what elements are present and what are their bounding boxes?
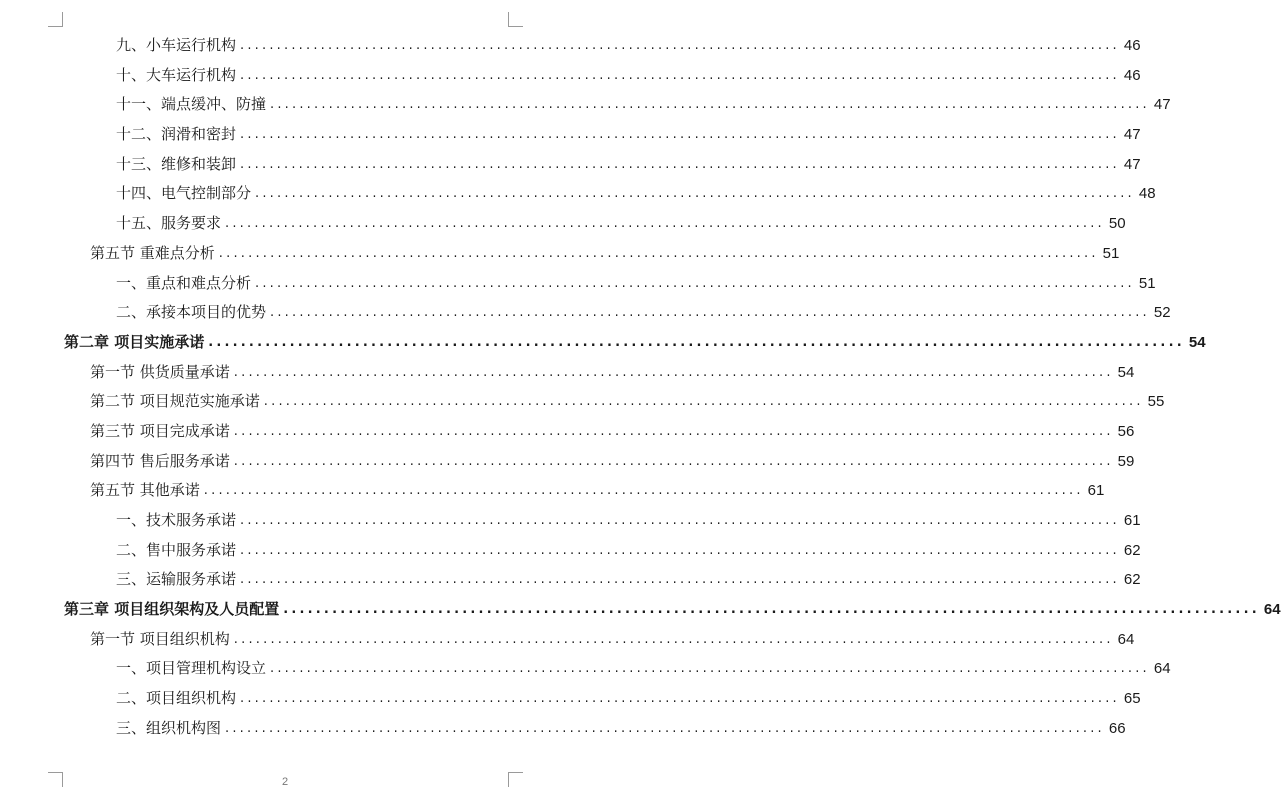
toc-entry[interactable] <box>0 298 1171 328</box>
toc-entry-page-number: 54 <box>1188 333 1206 351</box>
toc-entry-page-number: 61 <box>1123 512 1141 529</box>
toc-dot-leader: ........................................................................................................................ <box>240 572 1120 588</box>
toc-entry-title: 一、重点和难点分析 <box>116 273 252 292</box>
toc-dot-leader: ........................................................................................................................ <box>263 394 1144 410</box>
toc-entry-title: 第一节 供货质量承诺 <box>90 362 230 381</box>
toc-entry-title: 二、售中服务承诺 <box>116 540 237 559</box>
toc-dot-leader: ........................................................................................................................ <box>283 602 1260 618</box>
toc-dot-leader: ........................................................................................................................ <box>233 423 1114 439</box>
toc-dot-leader: ........................................................................................................................ <box>233 631 1114 647</box>
toc-entry[interactable] <box>0 358 1135 388</box>
toc-entry-page-number: 64 <box>1263 601 1281 619</box>
toc-entry-title: 十、大车运行机构 <box>116 65 237 84</box>
toc-entry[interactable] <box>0 625 1135 655</box>
toc-entry-page-number: 62 <box>1123 541 1141 559</box>
toc-entry-title: 十三、维修和装卸 <box>116 154 237 173</box>
toc-entry[interactable] <box>0 417 1135 447</box>
toc-entry-title: 十五、服务要求 <box>116 214 222 233</box>
toc-entry-page-number: 47 <box>1123 126 1141 144</box>
toc-dot-leader: ........................................................................................................................ <box>240 156 1120 172</box>
toc-entry-title: 第三节 项目完成承诺 <box>90 421 230 440</box>
toc-entry[interactable] <box>0 684 1141 714</box>
toc-dot-leader: ........................................................................................................................ <box>270 661 1150 677</box>
toc-entry-title: 第二章 项目实施承诺 <box>64 332 205 351</box>
toc-entry[interactable] <box>0 654 1171 684</box>
toc-entry-page-number: 65 <box>1123 690 1141 708</box>
toc-entry-page-number: 56 <box>1117 422 1135 440</box>
toc-entry[interactable] <box>0 387 1165 417</box>
toc-entry[interactable] <box>0 90 1171 120</box>
toc-entry-title: 第五节 其他承诺 <box>90 481 200 500</box>
toc-entry-page-number: 50 <box>1108 215 1126 233</box>
toc-entry-title: 第三章 项目组织架构及人员配置 <box>64 600 280 619</box>
toc-entry-title: 二、项目组织机构 <box>116 689 237 708</box>
top-left-corner-mark <box>48 12 63 27</box>
toc-entry-page-number: 46 <box>1123 37 1141 54</box>
toc-entry[interactable] <box>0 328 1206 358</box>
toc-entry-title: 二、承接本项目的优势 <box>116 303 267 322</box>
toc-entry-title: 第四节 售后服务承诺 <box>90 451 230 470</box>
toc-entry-title: 十二、润滑和密封 <box>116 125 237 144</box>
toc-entry[interactable] <box>0 506 1141 536</box>
toc-entry[interactable] <box>0 209 1126 239</box>
toc-entry-page-number: 51 <box>1138 274 1156 292</box>
toc-entry-page-number: 62 <box>1123 571 1141 589</box>
toc-dot-leader: ........................................................................................................................ <box>240 513 1120 528</box>
toc-dot-leader: ........................................................................................................................ <box>270 305 1150 321</box>
toc-entry[interactable] <box>0 179 1156 209</box>
toc-entry[interactable] <box>0 565 1141 595</box>
toc-dot-leader: ........................................................................................................................ <box>240 542 1120 558</box>
toc-dot-leader: ........................................................................................................................ <box>240 67 1120 83</box>
toc-entry-page-number: 47 <box>1123 155 1141 173</box>
toc-entry-page-number: 59 <box>1117 452 1135 470</box>
toc-entry[interactable] <box>0 476 1105 506</box>
toc-entry-page-number: 52 <box>1153 304 1171 322</box>
toc-dot-leader: ........................................................................................................................ <box>240 38 1120 53</box>
toc-entry-page-number: 51 <box>1102 244 1120 262</box>
toc-entry-title: 第一节 项目组织机构 <box>90 629 230 648</box>
toc-entry[interactable] <box>0 120 1141 150</box>
toc-entry[interactable] <box>0 61 1141 91</box>
toc-entry[interactable] <box>0 714 1126 744</box>
toc-entry-title: 第二节 项目规范实施承诺 <box>90 392 260 411</box>
table-of-contents <box>0 31 1281 744</box>
toc-dot-leader: ........................................................................................................................ <box>218 245 1099 261</box>
toc-entry-title: 十四、电气控制部分 <box>116 184 252 203</box>
toc-entry-title: 三、运输服务承诺 <box>116 570 237 589</box>
footer-page-number: 2 <box>281 776 289 788</box>
toc-entry-page-number: 66 <box>1108 719 1126 737</box>
toc-entry[interactable] <box>0 447 1135 477</box>
toc-entry-title: 三、组织机构图 <box>116 718 222 737</box>
toc-entry-page-number: 48 <box>1138 185 1156 203</box>
toc-entry-page-number: 64 <box>1153 660 1171 678</box>
toc-dot-leader: ........................................................................................................................ <box>233 453 1114 469</box>
toc-dot-leader: ........................................................................................................................ <box>255 186 1135 202</box>
toc-entry[interactable] <box>0 150 1141 180</box>
toc-entry-page-number: 55 <box>1147 393 1165 411</box>
toc-dot-leader: ........................................................................................................................ <box>255 275 1135 291</box>
toc-entry-page-number: 46 <box>1123 66 1141 84</box>
toc-entry[interactable] <box>0 31 1141 61</box>
toc-entry-title: 十一、端点缓冲、防撞 <box>116 95 267 114</box>
toc-dot-leader: ........................................................................................................................ <box>233 364 1114 380</box>
toc-entry-page-number: 47 <box>1153 96 1171 114</box>
toc-entry-page-number: 61 <box>1087 482 1105 500</box>
toc-dot-leader: ........................................................................................................................ <box>225 720 1105 736</box>
toc-dot-leader: ........................................................................................................................ <box>240 127 1120 143</box>
toc-entry[interactable] <box>0 269 1156 299</box>
toc-dot-leader: ........................................................................................................................ <box>203 483 1084 499</box>
toc-entry[interactable] <box>0 239 1120 269</box>
toc-entry-page-number: 54 <box>1117 363 1135 381</box>
toc-entry-page-number: 64 <box>1117 630 1135 648</box>
top-right-corner-mark <box>508 12 523 27</box>
toc-entry[interactable] <box>0 536 1141 566</box>
toc-entry-title: 一、技术服务承诺 <box>116 511 237 529</box>
toc-dot-leader: ........................................................................................................................ <box>240 691 1120 707</box>
toc-entry-title: 九、小车运行机构 <box>116 36 237 54</box>
toc-entry-title: 第五节 重难点分析 <box>90 243 215 262</box>
toc-dot-leader: ........................................................................................................................ <box>270 97 1150 113</box>
toc-entry[interactable] <box>0 595 1281 625</box>
toc-dot-leader: ........................................................................................................................ <box>208 334 1185 350</box>
toc-entry-title: 一、项目管理机构设立 <box>116 659 267 678</box>
toc-dot-leader: ........................................................................................................................ <box>225 216 1105 232</box>
